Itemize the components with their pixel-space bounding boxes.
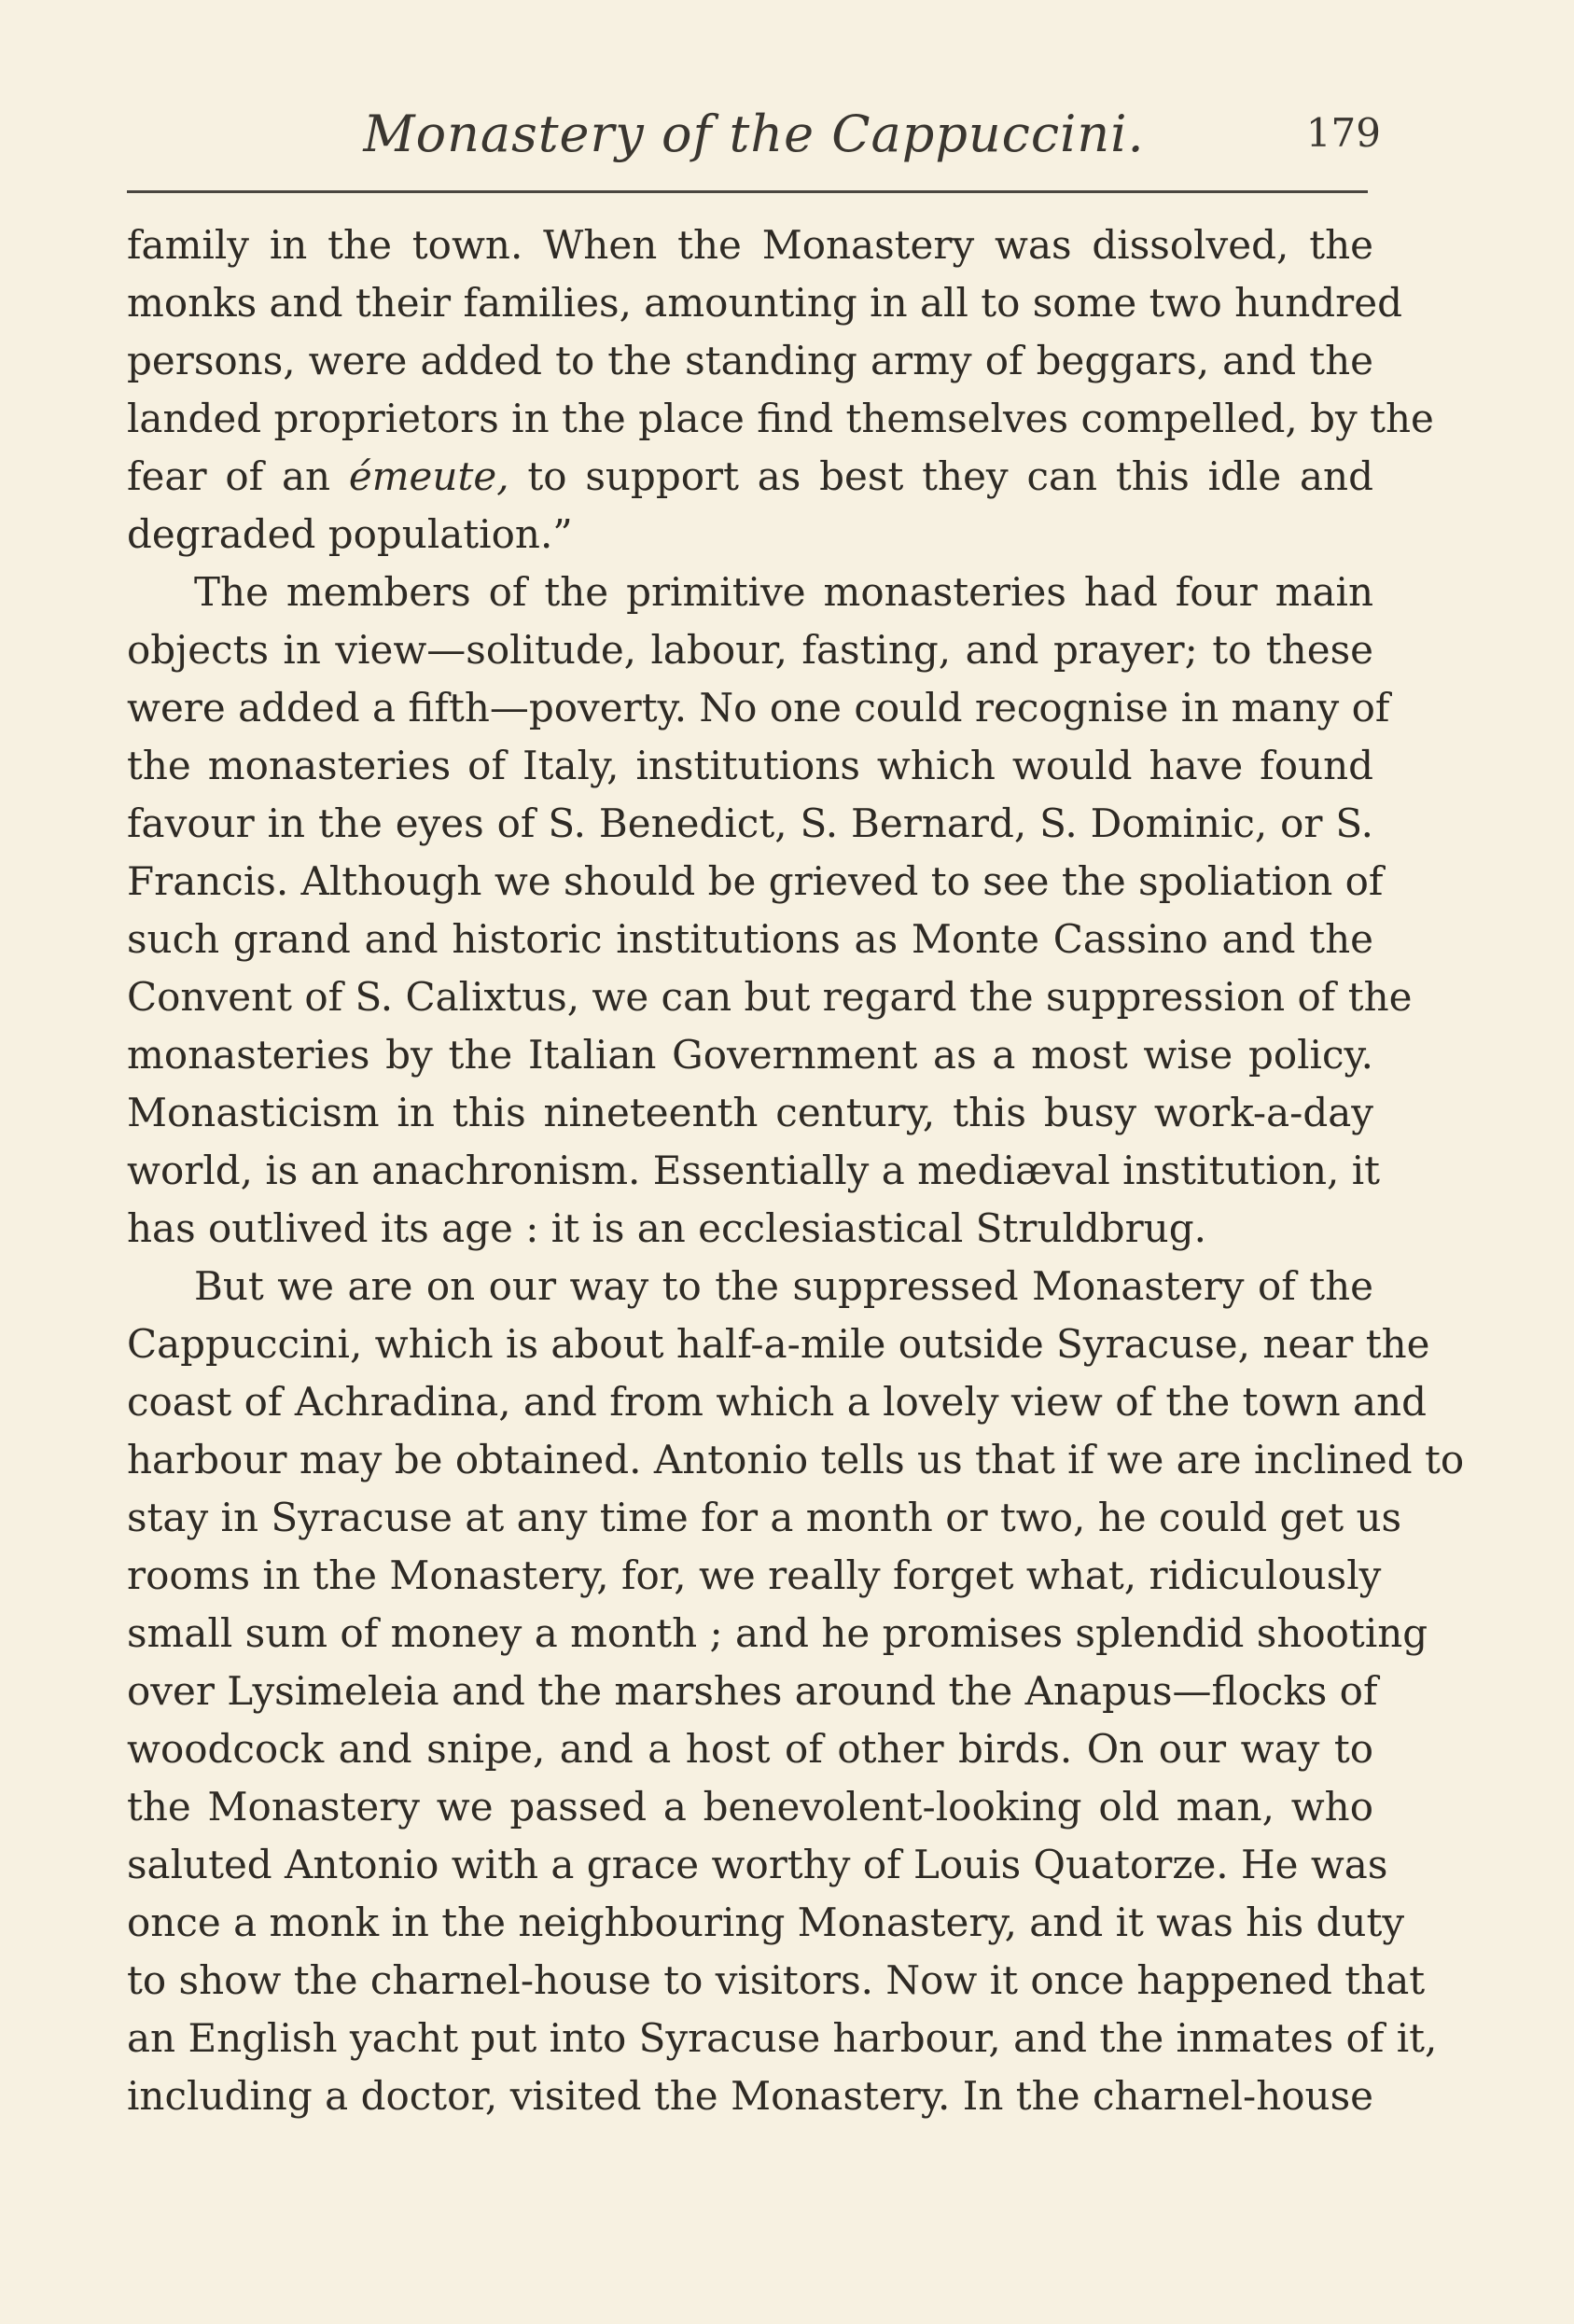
- text-line: were added a fifth—poverty. No one could recognise in many of: [127, 685, 1390, 731]
- text-line: Monasticism in this nineteenth century, this busy work-a-day: [127, 1090, 1373, 1135]
- text-line: has outlived its age : it is an ecclesiastical Struldbrug.: [127, 1205, 1206, 1251]
- text-line: coast of Achradina, and from which a lovely view of the town and: [127, 1379, 1428, 1425]
- text-line: to show the charnel-house to visitors. Now it once happened that: [127, 1957, 1426, 2003]
- running-title: Monastery of the Cappuccini.: [363, 104, 1145, 163]
- text-line: rooms in the Monastery, for, we really forget what, ridiculously: [127, 1552, 1382, 1598]
- running-head: [127, 97, 1381, 172]
- text-line: woodcock and snipe, and a host of other birds. On our way to: [127, 1726, 1373, 1772]
- header-rule: [127, 190, 1368, 193]
- paragraph: [127, 1258, 1465, 2125]
- text-line: an English yacht put into Syracuse harbour, and the inmates of it,: [127, 2015, 1438, 2061]
- text-line: saluted Antonio with a grace worthy of Louis Quatorze. He was: [127, 1842, 1388, 1887]
- paragraph: [127, 216, 1434, 564]
- text-line: Francis. Although we should be grieved to see the spoliation of: [127, 858, 1384, 904]
- paragraph: [127, 564, 1413, 1258]
- text-line: once a monk in the neighbouring Monastery, and it was his duty: [127, 1900, 1405, 1945]
- text-line: the monasteries of Italy, institutions which would have found: [127, 743, 1373, 788]
- text-line: favour in the eyes of S. Benedict, S. Bernard, S. Dominic, or S.: [127, 800, 1373, 846]
- text-line: landed proprietors in the place find themselves compelled, by the: [127, 396, 1434, 441]
- text-line: [127, 448, 1373, 506]
- text-line: harbour may be obtained. Antonio tells us that if we are inclined to: [127, 1437, 1465, 1482]
- text-line: world, is an anachronism. Essentially a mediæval institution, it: [127, 1148, 1381, 1193]
- text-line: persons, were added to the standing army of beggars, and the: [127, 338, 1373, 383]
- text-line: small sum of money a month ; and he promises splendid shooting: [127, 1610, 1428, 1656]
- body-text: [127, 216, 1465, 2125]
- text-line: Cappuccini, which is about half-a-mile outside Syracuse, near the: [127, 1321, 1430, 1367]
- text-line: The members of the primitive monasteries had four main: [194, 569, 1373, 615]
- text-line: including a doctor, visited the Monastery. In the charnel-house: [127, 2073, 1373, 2119]
- text-line: such grand and historic institutions as Monte Cassino and the: [127, 916, 1373, 962]
- text-line: monasteries by the Italian Government as a most wise policy.: [127, 1032, 1373, 1078]
- text-line: Convent of S. Calixtus, we can but regard the suppression of the: [127, 974, 1413, 1020]
- italic-word: émeute,: [348, 453, 509, 499]
- text-line: monks and their families, amounting in all to some two hundred: [127, 280, 1402, 326]
- text-line: family in the town. When the Monastery was dissolved, the: [127, 222, 1373, 268]
- text-line: objects in view—solitude, labour, fasting, and prayer; to these: [127, 627, 1373, 673]
- text-line: degraded population.”: [127, 511, 573, 557]
- text-run: to support as best they can this idle and: [508, 453, 1373, 499]
- text-line: But we are on our way to the suppressed Monastery of the: [194, 1263, 1373, 1309]
- text-line: stay in Syracuse at any time for a month or two, he could get us: [127, 1495, 1402, 1540]
- page-number: 179: [1305, 110, 1381, 156]
- text-line: over Lysimeleia and the marshes around the Anapus—flocks of: [127, 1668, 1378, 1714]
- text-line: the Monastery we passed a benevolent-looking old man, who: [127, 1784, 1373, 1830]
- text-run: fear of an: [127, 453, 349, 499]
